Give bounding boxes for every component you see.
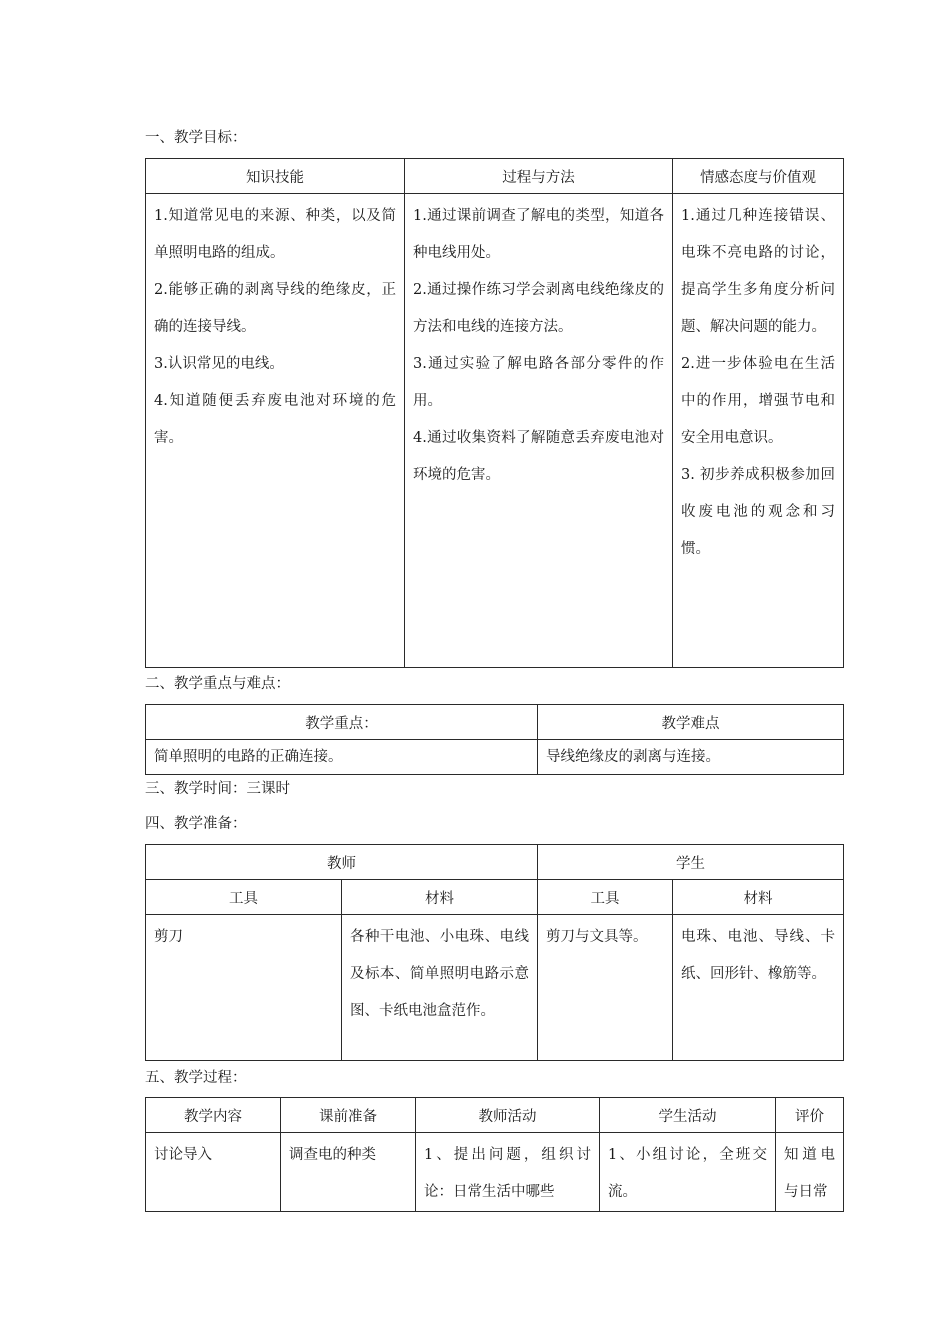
- process-item-3: 3.通过实验了解电路各部分零件的作用。: [413, 356, 664, 409]
- header-knowledge-skills: 知识技能: [146, 159, 405, 194]
- attitude-item-1: 1.通过几种连接错误、电珠不亮电路的讨论，提高学生多角度分析问题、解决问题的能力。: [681, 208, 835, 335]
- attitude-item-2: 2.进一步体验电在生活中的作用，增强节电和安全用电意识。: [681, 356, 835, 446]
- process-methods-cell: [405, 194, 673, 668]
- objectives-content-row: [146, 194, 844, 668]
- objectives-table: [145, 158, 844, 668]
- header-evaluation: 评价: [776, 1098, 844, 1133]
- section-1-title: 一、教学目标：: [145, 130, 247, 146]
- process-evaluation-cell: 知道电与日常: [776, 1133, 844, 1212]
- header-attitudes-values: 情感态度与价值观: [673, 159, 844, 194]
- student-tools-cell: 剪刀与文具等。: [538, 915, 673, 1061]
- header-student-materials: 材料: [673, 880, 844, 915]
- header-teacher-tools: 工具: [146, 880, 342, 915]
- process-preparation-cell: 调查电的种类: [281, 1133, 416, 1212]
- process-student-activity-cell: 1、小组讨论，全班交流。: [600, 1133, 776, 1212]
- student-materials-cell: 电珠、电池、导线、卡纸、回形针、橡筋等。: [673, 915, 844, 1061]
- process-row: [146, 1133, 844, 1212]
- header-student-activity: 学生活动: [600, 1098, 776, 1133]
- knowledge-skills-cell: [146, 194, 405, 668]
- process-item-1: 1.通过课前调查了解电的类型，知道各种电线用处。: [413, 208, 664, 261]
- key-points-table: [145, 704, 844, 775]
- header-content: 教学内容: [146, 1098, 281, 1133]
- section-5-title: 五、教学过程：: [145, 1070, 247, 1086]
- preparation-sub-header-row: [146, 880, 844, 915]
- difficulty-cell: 导线绝缘皮的剥离与连接。: [538, 740, 844, 775]
- knowledge-item-4: 4.知道随便丢弃废电池对环境的危害。: [154, 393, 396, 446]
- header-teacher-materials: 材料: [342, 880, 538, 915]
- header-student-tools: 工具: [538, 880, 673, 915]
- key-point-cell: 简单照明的电路的正确连接。: [146, 740, 538, 775]
- attitude-item-3: 3. 初步养成积极参加回收废电池的观念和习惯。: [681, 467, 835, 557]
- header-student: 学生: [538, 845, 844, 880]
- knowledge-item-3: 3.认识常见的电线。: [154, 356, 284, 372]
- header-difficulties: 教学难点: [538, 705, 844, 740]
- objectives-header-row: [146, 159, 844, 194]
- section-2-title: 二、教学重点与难点：: [145, 676, 290, 692]
- header-teacher-activity: 教师活动: [416, 1098, 600, 1133]
- key-points-header-row: [146, 705, 844, 740]
- preparation-content-row: [146, 915, 844, 1061]
- preparation-table: [145, 844, 844, 1061]
- attitudes-values-cell: [673, 194, 844, 668]
- teacher-materials-cell: 各种干电池、小电珠、电线及标本、简单照明电路示意图、卡纸电池盒范作。: [342, 915, 538, 1061]
- teacher-tools-cell: 剪刀: [146, 915, 342, 1061]
- header-preparation: 课前准备: [281, 1098, 416, 1133]
- process-teacher-activity-cell: 1、提出问题，组织讨论：日常生活中哪些: [416, 1133, 600, 1212]
- section-3-title: 三、教学时间：三课时: [145, 781, 290, 797]
- process-content-cell: 讨论导入: [146, 1133, 281, 1212]
- header-process-methods: 过程与方法: [405, 159, 673, 194]
- process-table: [145, 1097, 844, 1212]
- process-header-row: [146, 1098, 844, 1133]
- knowledge-item-2: 2.能够正确的剥离导线的绝缘皮，正确的连接导线。: [154, 282, 396, 335]
- process-item-2: 2.通过操作练习学会剥离电线绝缘皮的方法和电线的连接方法。: [413, 282, 664, 335]
- process-item-4: 4.通过收集资料了解随意丢弃废电池对环境的危害。: [413, 430, 664, 483]
- preparation-group-header-row: [146, 845, 844, 880]
- key-points-content-row: [146, 740, 844, 775]
- header-key-points: 教学重点：: [146, 705, 538, 740]
- section-4-title: 四、教学准备：: [145, 816, 247, 832]
- header-teacher: 教师: [146, 845, 538, 880]
- knowledge-item-1: 1.知道常见电的来源、种类，以及简单照明电路的组成。: [154, 208, 396, 261]
